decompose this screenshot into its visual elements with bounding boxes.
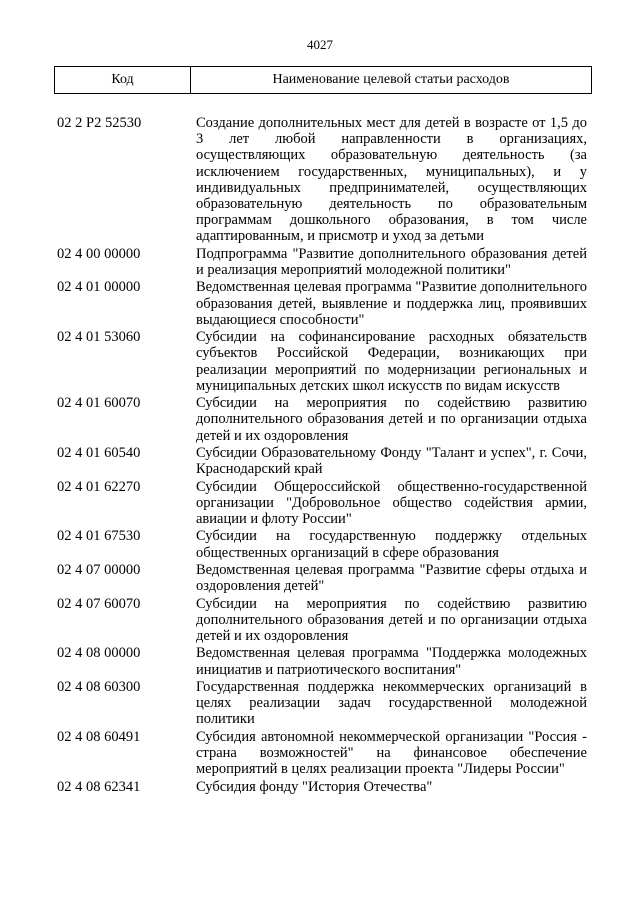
row-code: 02 4 01 60070 (57, 395, 141, 412)
table-row (54, 329, 592, 394)
row-name: Субсидии Общероссийской общественно-государственной организации "Добровольное общество содействия армии, авиации и флоту России" (196, 478, 587, 527)
row-name: Субсидия автономной некоммерческой организации "Россия - страна возможностей" на финансовое обеспечение мероприятий в целях реализации проекта "Лидеры России" (196, 728, 587, 778)
row-code: 02 4 07 60070 (57, 595, 141, 612)
row-code: 02 4 08 60300 (57, 678, 141, 695)
row-name: Ведомственная целевая программа "Развитие дополнительного образования детей, выявление и поддержка лиц, проявивших выдающиеся способности" (196, 279, 587, 328)
row-code: 02 4 01 60540 (57, 445, 141, 461)
row-name: Ведомственная целевая программа "Поддержка молодежных инициатив и патриотического воспитания" (196, 645, 587, 678)
table-row (54, 596, 592, 645)
header-code: Код (55, 67, 191, 93)
table-row (54, 115, 592, 245)
row-name: Государственная поддержка некоммерческих организаций в целях реализации задач государственной молодежной политики (196, 678, 587, 728)
row-name: Ведомственная целевая программа "Развитие сферы отдыха и оздоровления детей" (196, 561, 587, 595)
table-row (54, 645, 592, 677)
table-row (54, 779, 592, 795)
row-code: 02 4 01 53060 (57, 329, 141, 346)
header-name: Наименование целевой статьи расходов (272, 72, 510, 87)
table-row (54, 562, 592, 594)
row-code: 02 4 01 00000 (57, 279, 141, 296)
row-code: 02 4 08 60491 (57, 728, 141, 745)
row-code: 02 2 Р2 52530 (57, 115, 142, 131)
table-row (54, 445, 592, 477)
table-header (54, 66, 592, 94)
row-code: 02 4 00 00000 (57, 245, 141, 262)
row-code: 02 4 07 00000 (57, 561, 141, 578)
row-name: Субсидия фонду "История Отечества" (196, 778, 433, 795)
row-name: Подпрограмма "Развитие дополнительного образования детей и реализация мероприятий молодежной политики" (196, 245, 587, 279)
row-name: Субсидии на мероприятия по содействию развитию дополнительного образования детей и по организации отдыха детей и их оздоровления (196, 395, 587, 444)
row-name: Субсидии Образовательному Фонду "Талант и успех", г. Сочи, Краснодарский край (196, 445, 587, 478)
table-body (54, 115, 592, 796)
row-name: Создание дополнительных мест для детей в возрасте от 1,5 до 3 лет любой направленности в организациях, осуществляющих образовательную деятельность (за исключением государственных, муниципальных), и у индивидуальных предпринимателей, осуществляющих образовательную деятельность по образовательным программам дошкольного образования, в том числе адаптированным, и присмотр и уход за детьми (196, 115, 587, 245)
row-name: Субсидии на софинансирование расходных обязательств субъектов Российской Федерации, возникающих при реализации мероприятий по модернизации региональных и муниципальных детских школ искусств по видам искусств (196, 329, 587, 394)
table-row (54, 246, 592, 278)
table-row (54, 528, 592, 560)
row-code: 02 4 01 62270 (57, 478, 141, 495)
row-name: Субсидии на мероприятия по содействию развитию дополнительного образования детей и по организации отдыха детей и их оздоровления (196, 595, 587, 644)
row-code: 02 4 08 00000 (57, 645, 141, 662)
row-code: 02 4 01 67530 (57, 528, 141, 545)
row-code: 02 4 08 62341 (57, 778, 141, 795)
table-row (54, 729, 592, 778)
table-row (54, 479, 592, 528)
table-row (54, 279, 592, 328)
page-number: 4027 (307, 37, 333, 52)
table-row (54, 395, 592, 444)
row-name: Субсидии на государственную поддержку отдельных общественных организаций в сфере образования (196, 528, 587, 561)
table-row (54, 679, 592, 728)
